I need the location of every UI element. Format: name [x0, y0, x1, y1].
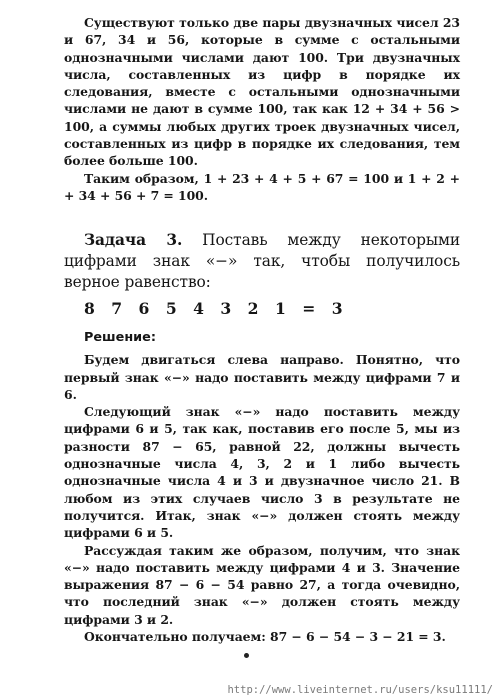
- solution-heading: Решение:: [84, 330, 156, 346]
- source-url-link[interactable]: http://www.liveinternet.ru/users/ksu11111/: [227, 684, 493, 696]
- solution-paragraph-3: Рассуждая таким же образом, получим, что знак «−» надо поставить между цифрами 4 и 3. Значение выражения 87 − 6 − 54 равно 27, а тогда очевидно, что последний знак «−» должен стоять между цифрами 3 и 2.: [64, 542, 460, 627]
- solution-paragraph-2: Следующий знак «−» надо поставить между цифрами 6 и 5, так как, поставив его после 5, мы из разности 87 − 65, равной 22, должны вычесть однозначные числа 4, 3, 2 и 1 либо вычесть однозначные числа 4 и 3 и двузначное число 21. В любом из этих случаев число 3 в результате не получится. Итак, знак «−» должен стоять между цифрами 6 и 5.: [64, 404, 460, 541]
- solution-paragraph-1: Будем двигаться слева направо. Понятно, что первый знак «−» надо поставить между цифрами 7 и 6.: [64, 352, 460, 402]
- solution-paragraph-4: Окончательно получаем: 87 − 6 − 54 − 3 − 21 = 3.: [84, 629, 446, 645]
- intro-paragraph-2: Таким образом, 1 + 23 + 4 + 5 + 67 = 100 и 1 + 2 + + 34 + 56 + 7 = 100.: [64, 170, 460, 203]
- page-mark-dot: [244, 653, 249, 658]
- task-text: Поставь между некоторыми цифрами знак «−» так, чтобы получилось верное равенство:: [64, 231, 460, 292]
- task-equation: 8 7 6 5 4 3 2 1 = 3: [84, 299, 343, 319]
- page-content: [64, 14, 460, 645]
- intro-paragraph-1: Существуют только две пары двузначных чисел 23 и 67, 34 и 56, которые в сумме с остальными однозначными числами дают 100. Три двузначных числа, составленных из цифр в порядке их следования, вместе с остальными однозначными числами не дают в сумме 100, так как 12 + 34 + 56 > 100, а суммы любых других троек двузначных чисел, составленных из цифр в порядке их следования, тем более больше 100.: [64, 15, 460, 169]
- task-label: Задача 3.: [84, 231, 183, 250]
- task-statement: [64, 230, 460, 293]
